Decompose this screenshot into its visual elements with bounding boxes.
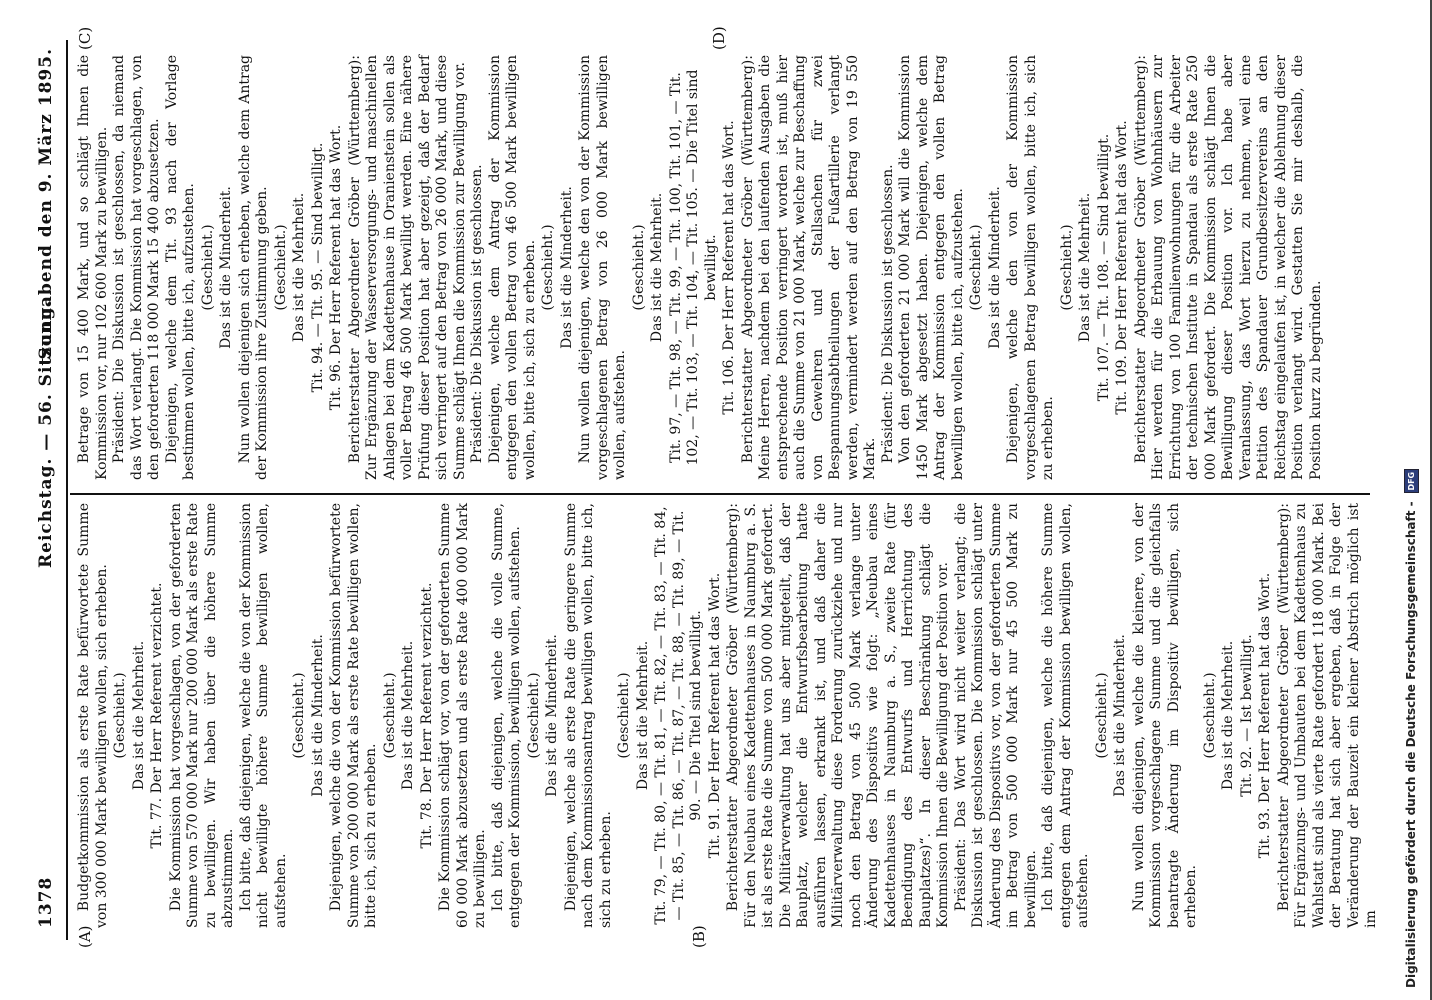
text-column-right (76, 55, 1376, 480)
paragraph: Berichterstatter Abgeordneter Gröber (Württemberg): Zur Ergänzung der Wasserversorgungs- und maschinellen Anlagen bei dem Kadettenhause in Oranienstein sollen als voller Betrag 46 500 Mark bewilligt werden. Eine nähere Prüfung dieser Position hat aber gezeigt, daß der Bedarf sich verringert auf den Betrag von 26 000 Mark, und diese Summe schlägt Ihnen die Kommission zur Bewilligung vor. (346, 55, 468, 480)
paragraph: Tit. 93. Der Herr Referent hat das Wort. (1257, 572, 1273, 859)
paragraph: Berichterstatter Abgeordneter Gröber (Württemberg): Für Ergänzungs- und Umbauten bei dem Kadettenhaus zu Wahlstatt sind als vierte Rate gefordert 118 000 Mark. Bei der Beratung hat sich aber ergeben, daß in Folge der Veränderung der Bauzeit ein kleiner Abstrich möglich ist im (1275, 503, 1379, 928)
margin-label-a: (A) (76, 925, 94, 948)
paragraph: Berichterstatter Abgeordneter Gröber (Württemberg): Hier werden für die Erbauung von Wohnhäusern zur Errichtung von 100 Familienwohnungen für die Arbeiter der technischen Institute in Spandau als erste Rate 250 000 Mark gefordert. Die Kommission schlägt Ihnen die Bewilligung dieser Position vor. Ich habe aber Veranlassung, das Wort hierzu zu nehmen, weil eine Petition des Spandauer Grundbesitzervereins an den Reichstag eingelaufen ist, in welcher die Ablehnung dieser Position verlangt wird. Gestatten Sie mir deshalb, die Position kurz zu begründen. (1132, 55, 1324, 480)
paragraph: Tit. 91. Der Herr Referent hat das Wort. (706, 572, 723, 859)
paragraph: Diejenigen, welche den von der Kommission vorgeschlagenen Betrag bewilligen wollen, bitte ich, sich zu erheben. (1005, 55, 1056, 480)
footer-text: Digitalisierung gefördert durch die Deutsche Forschungsgemeinschaft - (1404, 501, 1418, 988)
paragraph: Das ist die Mehrheit. (1220, 640, 1236, 791)
paragraph: Betrage von 15 400 Mark, und so schlägt Ihnen die Kommission vor, nur 102 600 Mark zu bewilligen. (76, 55, 110, 480)
paragraph: Das ist die Mehrheit. (130, 640, 147, 791)
stage-direction: (Geschieht.) (381, 672, 398, 759)
paragraph: Die Kommission schlägt vor, von der geforderten Summe 60 000 Mark abzusetzen und als erste Rate 400 000 Mark zu bewilligen. (437, 503, 488, 928)
paragraph: Diejenigen, welche dem Antrag der Kommission entgegen den vollen Betrag von 46 500 Mark bewilligen wollen, bitte ich, sich zu erheben. (486, 55, 538, 480)
paragraph: Berichterstatter Abgeordneter Gröber (Württemberg): Meine Herren, nachdem bei den laufenden Ausgaben die entsprechende Position verringert worden ist, muß hier auch die Summe von 21 000 Mark, welche zur Beschaffung von Gewehren und Stallsachen für zwei Bespannungsabtheilungen der Fußartillerie verlangt werden, vermindert werden auf den Betrag von 19 550 Mark. (739, 55, 878, 480)
paragraph: Tit. 92. — Ist bewilligt. (1238, 634, 1255, 797)
paragraph: Präsident: Die Diskussion ist geschlossen. (879, 164, 896, 464)
paragraph: Das ist die Minderheit. (986, 186, 1003, 349)
paragraph: Tit. 97, — Tit. 98, — Tit. 99, — Tit. 100, Tit. 101, — Tit. 102, — Tit. 103, — Tit. 104, — Tit. 105. — Die Titel sind bewilligt. (667, 69, 719, 466)
header-rule (66, 40, 68, 940)
paragraph: Das ist die Minderheit. (1112, 634, 1128, 797)
paragraph: Das ist die Minderheit. (544, 634, 560, 797)
paragraph: Tit. 78. Der Herr Referent verzichtet. (418, 582, 435, 849)
text-column-left (76, 503, 1379, 928)
paragraph: Das ist die Minderheit. (558, 186, 575, 349)
margin-label-c: (C) (76, 26, 94, 50)
stage-direction: (Geschieht.) (616, 672, 632, 759)
paragraph: Nun wollen diejenigen sich erheben, welche dem Antrag der Kommission ihre Zustimmung geben. (236, 55, 270, 480)
paragraph: Das ist die Mehrheit. (649, 192, 665, 343)
stage-direction: (Geschieht.) (291, 672, 307, 759)
paragraph: Ich bitte, daß diejenigen, welche die volle Summe, entgegen der Kommission, bewilligen wollen, aufstehen. (489, 503, 523, 928)
paragraph: Tit. 107. — Tit. 108. — Sind bewilligt. (1095, 133, 1112, 402)
paragraph: Das ist die Mehrheit. (634, 640, 651, 791)
paragraph: Berichterstatter Abgeordneter Gröber (Württemberg): Für den Neubau eines Kadettenhauses in Naumburg a. S. ist als erste Rate die Summe von 500 000 Mark gefordert. Die Militärverwaltung hat uns aber mitgeteilt, daß der Bauplatz, welcher die Entwurfsbearbeitung hatte ausführen lassen, erkrankt ist, und daß daher die Militärverwaltung diese Forderung zurückziehe und nur noch den Betrag von 45 500 Mark verlange unter Änderung des Dispositivs wie folgt: „Neubau eines Kadettenhauses in Naumburg a. S., zweite Rate (für Beendigung des Entwurfs und Herrichtung des Bauplatzes)“. In dieser Beschränkung schlägt die Kommission Ihnen die Bewilligung der Position vor. (725, 503, 951, 928)
paragraph: Tit. 106. Der Herr Referent hat das Wort. (721, 120, 737, 415)
stage-direction: (Geschieht.) (540, 224, 556, 311)
paragraph: Ich bitte, daß diejenigen, welche die von der Kommission nicht bewilligte höhere Summe bewilligen wollen, aufstehen. (237, 503, 289, 928)
stage-direction: (Geschieht.) (1201, 672, 1218, 759)
paragraph: Nun wollen diejenigen, welche den von der Kommission vorgeschlagenen Betrag von 26 000 Mark bewilligen wollen, aufstehen. (577, 55, 628, 480)
stage-direction: (Geschieht.) (525, 672, 542, 759)
margin-label-d: (D) (710, 26, 728, 50)
paragraph: Von den geforderten 21 000 Mark will die Kommission 1450 Mark abgesetzt haben. Diejenigen, welche dem Antrag der Kommission entgegen den vollen Betrag bewilligen wollen, bitte ich, aufzustehen. (897, 55, 966, 480)
stage-direction: (Geschieht.) (199, 224, 216, 311)
header-date: Sonnabend den 9. März 1895. (36, 48, 56, 360)
paragraph: Tit. 79, — Tit. 80, — Tit. 81, — Tit. 82, — Tit. 83, — Tit. 84, — Tit. 85, — Tit. 86, — Tit. 87, — Tit. 88, — Tit. 89, — Tit. 90. — Die Titel sind bewilligt. (653, 506, 704, 925)
stage-direction: (Geschieht.) (112, 672, 128, 759)
margin-label-b: (B) (690, 925, 708, 948)
paragraph: Nun wollen diejenigen, welche die kleinere, von der Kommission vorgeschlagene Summe und die gleichfalls beantragte Änderung im Dispositiv bewilligen, sich erheben. (1130, 503, 1199, 928)
paragraph: Diejenigen, welche als erste Rate die geringere Summe nach dem Kommissionsantrag bewilligen wollen, bitte ich, sich zu erheben. (562, 503, 614, 928)
paragraph: Das ist die Mehrheit. (400, 640, 416, 791)
paragraph: Präsident: Die Diskussion ist geschlossen. (469, 164, 485, 464)
paragraph: Die Kommission hat vorgeschlagen, von der geforderten Summe von 570 000 Mark nur 200 000 Mark als erste Rate zu bewilligen. Wir haben über die höhere Summe abzustimmen. (167, 503, 236, 928)
stage-direction: (Geschieht.) (968, 224, 984, 311)
stage-direction: (Geschieht.) (1093, 672, 1110, 759)
paragraph: Diejenigen, welche dem Tit. 93 nach der Vorlage bestimmen wollen, bitte ich, aufzustehen. (163, 55, 197, 480)
paragraph: Tit. 96. Der Herr Referent hat das Wort. (328, 124, 344, 411)
paragraph: Das ist die Mehrheit. (1077, 192, 1093, 343)
paragraph: Das ist die Minderheit. (218, 186, 234, 349)
dfg-logo: DFG (1404, 469, 1419, 493)
paragraph: Tit. 77. Der Herr Referent verzichtet. (149, 582, 165, 849)
stage-direction: (Geschieht.) (1058, 224, 1075, 311)
paragraph: Präsident: Die Diskussion ist geschlossen, da niemand das Wort verlangt. Die Kommission hat vorgeschlagen, von den geforderten 118 000 Mark 15 400 abzusetzen. (111, 55, 162, 480)
paragraph: Präsident: Das Wort wird nicht weiter verlangt; die Diskussion ist geschlossen. Die Kommission schlägt unter Änderung des Dispositivs vor, von der geforderten Summe im Betrag von 500 000 Mark nur 45 500 Mark zu bewilligen. (952, 503, 1039, 928)
paragraph: Budgetkommission als erste Rate befürwortete Summe von 300 000 Mark bewilligen wollen, sich erheben. (76, 503, 110, 928)
paragraph: Ich bitte, daß diejenigen, welche die höhere Summe entgegen dem Antrag der Kommission bewilligen wollen, aufstehen. (1040, 503, 1091, 928)
column-divider (70, 493, 1370, 495)
stage-direction: (Geschieht.) (272, 224, 289, 311)
stage-direction: (Geschieht.) (630, 224, 647, 311)
page-header (36, 48, 64, 928)
paragraph: Diejenigen, welche die von der Kommission befürwortete Summe von 200 000 Mark als erste Rate bewilligen wollen, bitte ich, sich zu erheben. (328, 503, 379, 928)
header-title: Reichstag. — 56. Sitzung. (36, 299, 56, 568)
paragraph: Tit. 109. Der Herr Referent hat das Wort. (1114, 120, 1130, 415)
digitization-footer (1404, 48, 1424, 988)
page-number: 1378 (36, 876, 56, 928)
paragraph: Tit. 94. — Tit. 95. — Sind bewilligt. (309, 142, 326, 393)
paragraph: Das ist die Minderheit. (309, 634, 326, 797)
paragraph: Das ist die Mehrheit. (291, 192, 307, 343)
